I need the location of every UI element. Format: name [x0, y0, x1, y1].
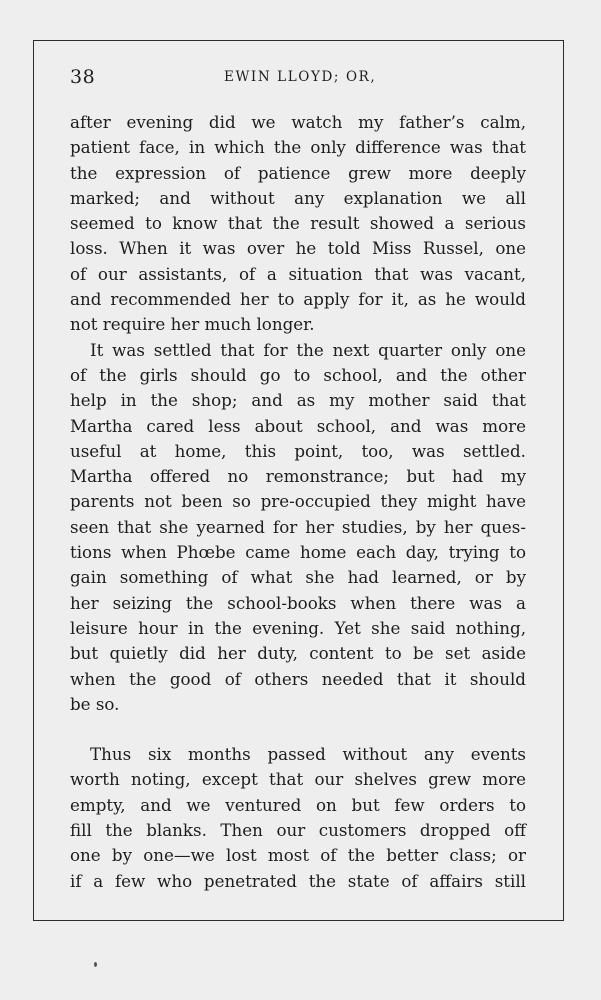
text-line: be so. — [70, 693, 120, 714]
text-line: the expression of patience grew more deeply — [70, 162, 526, 183]
text-line: when the good of others needed that it should — [70, 668, 526, 689]
text-line: help in the shop; and as my mother said that — [70, 390, 526, 411]
paragraph — [70, 338, 526, 717]
paragraph — [70, 110, 526, 338]
text-line: patient face, in which the only difference was that — [70, 137, 526, 158]
page-number: 38 — [70, 66, 96, 88]
running-head — [70, 66, 527, 90]
text-line: empty, and we ventured on but few orders to — [70, 794, 526, 815]
text-line: fill the blanks. Then our customers dropped off — [70, 820, 526, 841]
text-line: her seizing the school-books when there was a — [70, 592, 526, 613]
text-line: one by one—we lost most of the better class; or — [70, 845, 526, 866]
text-line: Martha cared less about school, and was more — [70, 415, 526, 436]
text-line: of the girls should go to school, and the other — [70, 364, 526, 385]
text-line: after evening did we watch my father’s calm, — [70, 112, 526, 132]
paragraph — [70, 742, 526, 894]
text-line: Thus six months passed without any events — [90, 744, 526, 765]
text-line: of our assistants, of a situation that was vacant, — [70, 263, 526, 284]
body-text — [70, 110, 526, 894]
text-line: if a few who penetrated the state of affairs still — [70, 870, 526, 891]
text-line: loss. When it was over he told Miss Russel, one — [70, 238, 526, 259]
text-line: useful at home, this point, too, was settled. — [70, 440, 526, 461]
text-line: seen that she yearned for her studies, by her ques- — [70, 516, 526, 537]
text-line: not require her much longer. — [70, 314, 315, 335]
text-line: It was settled that for the next quarter only one — [90, 339, 526, 360]
text-line: and recommended her to apply for it, as he would — [70, 289, 526, 310]
text-line: Martha offered no remonstrance; but had my — [70, 466, 526, 487]
text-line: leisure hour in the evening. Yet she said nothing, — [70, 617, 526, 638]
text-line: seemed to know that the result showed a serious — [70, 213, 526, 234]
text-line: worth noting, except that our shelves grew more — [70, 769, 526, 790]
running-title: EWIN LLOYD; OR, — [224, 69, 377, 85]
text-line: marked; and without any explanation we all — [70, 187, 526, 208]
text-line: gain something of what she had learned, or by — [70, 567, 526, 588]
ink-speck — [94, 962, 97, 967]
text-line: tions when Phœbe came home each day, trying to — [70, 542, 526, 563]
text-line: parents not been so pre-occupied they might have — [70, 491, 526, 512]
text-line: but quietly did her duty, content to be set aside — [70, 643, 526, 664]
paragraph-spacer — [70, 717, 526, 742]
